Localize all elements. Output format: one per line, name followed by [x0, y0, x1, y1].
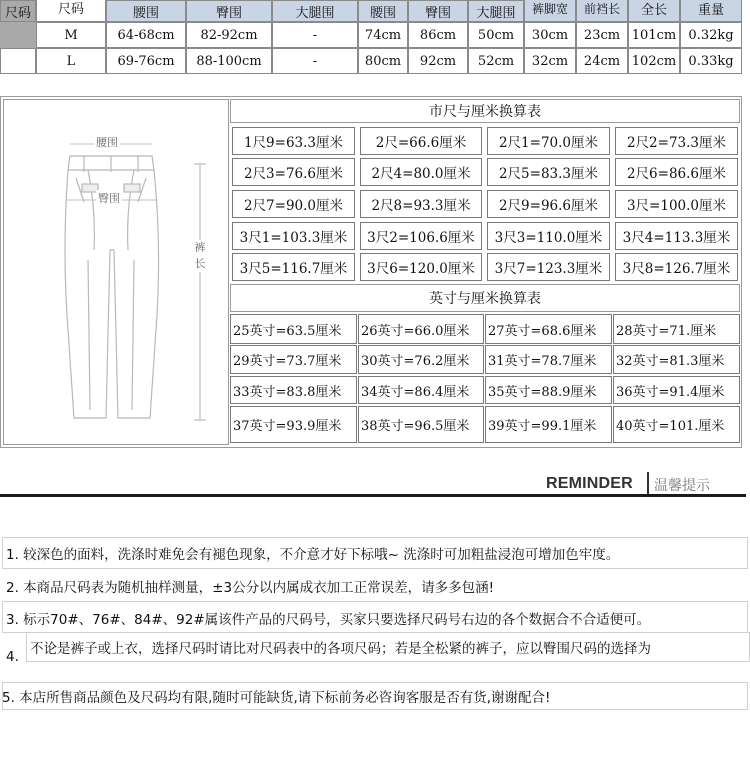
inch-cell: 28英寸=71.厘米 — [613, 314, 740, 344]
l-thigh-2: 52cm — [468, 48, 524, 74]
size-m: M — [36, 22, 106, 48]
inch-cell: 37英寸=93.9厘米 — [230, 406, 357, 443]
header-waist-2: 腰围 — [358, 0, 408, 22]
shichi-cell: 3尺2=106.6厘米 — [360, 222, 482, 250]
shichi-cell: 3尺5=116.7厘米 — [232, 253, 355, 281]
shichi-cell: 3尺7=123.3厘米 — [487, 253, 610, 281]
m-weight: 0.32kg — [680, 22, 742, 48]
inch-cell: 40英寸=101.厘米 — [613, 406, 740, 443]
m-hip: 82-92cm — [186, 22, 272, 48]
grey-cell — [0, 22, 36, 48]
shichi-cell: 2尺1=70.0厘米 — [487, 127, 610, 155]
inch-cell: 38英寸=96.5厘米 — [358, 406, 484, 443]
header-hip: 臀围 — [186, 0, 272, 22]
size-table — [0, 0, 750, 76]
header-waist: 腰围 — [106, 0, 186, 22]
reminder-divider — [647, 472, 649, 494]
header-weight: 重量 — [680, 0, 742, 22]
inch-cell: 29英寸=73.7厘米 — [230, 345, 357, 374]
header-thigh: 大腿围 — [272, 0, 358, 22]
inch-cell: 26英寸=66.0厘米 — [358, 314, 484, 344]
inch-title: 英寸与厘米换算表 — [230, 284, 740, 312]
shichi-cell: 3尺8=126.7厘米 — [615, 253, 738, 281]
blank-cell — [0, 48, 36, 74]
inch-cell: 25英寸=63.5厘米 — [230, 314, 357, 344]
inch-cell: 35英寸=88.9厘米 — [485, 376, 612, 404]
inch-cell: 36英寸=91.4厘米 — [613, 376, 740, 404]
inch-cell: 30英寸=76.2厘米 — [358, 345, 484, 374]
note-2: 2. 本商品尺码表为随机抽样测量，±3公分以内属成衣加工正常误差，请多多包涵! — [6, 580, 494, 596]
size-header: 尺码 — [0, 0, 36, 22]
header-hip-2: 臀围 — [408, 0, 468, 22]
l-waist-2: 80cm — [358, 48, 408, 74]
shichi-cell: 3尺4=113.3厘米 — [615, 222, 738, 250]
shichi-title: 市尺与厘米换算表 — [230, 99, 740, 123]
header-front-rise: 前裆长 — [576, 0, 628, 22]
note-4-number: 4. — [6, 649, 19, 665]
l-hip-2: 92cm — [408, 48, 468, 74]
reminder-rule — [0, 494, 746, 497]
m-length: 101cm — [628, 22, 680, 48]
shichi-cell: 2尺6=86.6厘米 — [615, 158, 738, 186]
note-1: 1. 较深色的面料，洗涤时难免会有褪色现象，不介意才好下标哦~ 洗涤时可加粗盐浸泡可增加色牢度。 — [6, 547, 620, 563]
header-length: 全长 — [628, 0, 680, 22]
m-front-rise: 23cm — [576, 22, 628, 48]
l-length: 102cm — [628, 48, 680, 74]
header-thigh-2: 大腿围 — [468, 0, 524, 22]
m-hip-2: 86cm — [408, 22, 468, 48]
note-5: 5. 本店所售商品颜色及尺码均有限,随时可能缺货,请下标前务必咨询客服是否有货,谢谢配合! — [2, 690, 551, 706]
group-header: 尺码 — [36, 0, 106, 22]
waist-label: 腰围 — [96, 136, 118, 149]
l-leg-opening: 32cm — [524, 48, 576, 74]
shichi-cell: 3尺1=103.3厘米 — [232, 222, 355, 250]
m-thigh-2: 50cm — [468, 22, 524, 48]
m-waist-2: 74cm — [358, 22, 408, 48]
l-waist: 69-76cm — [106, 48, 186, 74]
size-l: L — [36, 48, 106, 74]
hip-label: 臀围 — [98, 192, 120, 205]
l-front-rise: 24cm — [576, 48, 628, 74]
shichi-cell: 2尺4=80.0厘米 — [360, 158, 482, 186]
inch-cell: 34英寸=86.4厘米 — [358, 376, 484, 404]
shichi-cell: 2尺3=76.6厘米 — [232, 158, 355, 186]
shichi-cell: 2尺5=83.3厘米 — [487, 158, 610, 186]
header-leg-opening: 裤脚宽 — [524, 0, 576, 22]
inch-cell: 27英寸=68.6厘米 — [485, 314, 612, 344]
shichi-cell: 1尺9=63.3厘米 — [232, 127, 355, 155]
inch-cell: 31英寸=78.7厘米 — [485, 345, 612, 374]
shichi-cell: 2尺8=93.3厘米 — [360, 190, 482, 218]
reminder-subtitle: 温馨提示 — [654, 478, 710, 494]
shichi-cell: 3尺=100.0厘米 — [615, 190, 738, 218]
l-thigh: - — [272, 48, 358, 74]
shichi-cell: 3尺3=110.0厘米 — [487, 222, 610, 250]
pants-diagram — [3, 99, 229, 445]
note-4: 不论是裤子或上衣，选择尺码时请比对尺码表中的各项尺码；若是全松紧的裤子，应以臀围尺码的选择为 — [30, 641, 651, 657]
shichi-cell: 2尺9=96.6厘米 — [487, 190, 610, 218]
m-leg-opening: 30cm — [524, 22, 576, 48]
l-hip: 88-100cm — [186, 48, 272, 74]
shichi-cell: 2尺=66.6厘米 — [360, 127, 482, 155]
m-waist: 64-68cm — [106, 22, 186, 48]
inch-cell: 39英寸=99.1厘米 — [485, 406, 612, 443]
m-thigh: - — [272, 22, 358, 48]
inch-cell: 33英寸=83.8厘米 — [230, 376, 357, 404]
reminder-title: REMINDER — [546, 475, 633, 492]
inch-cell: 32英寸=81.3厘米 — [613, 345, 740, 374]
note-3: 3. 标示70#、76#、84#、92#属该件产品的尺码号，买家只要选择尺码号右边的各个数据合不合适便可。 — [6, 612, 651, 628]
pants-illustration-icon — [4, 100, 228, 444]
length-label: 裤长 — [192, 240, 208, 272]
shichi-cell: 2尺7=90.0厘米 — [232, 190, 355, 218]
shichi-cell: 2尺2=73.3厘米 — [615, 127, 738, 155]
shichi-cell: 3尺6=120.0厘米 — [360, 253, 482, 281]
l-weight: 0.33kg — [680, 48, 742, 74]
